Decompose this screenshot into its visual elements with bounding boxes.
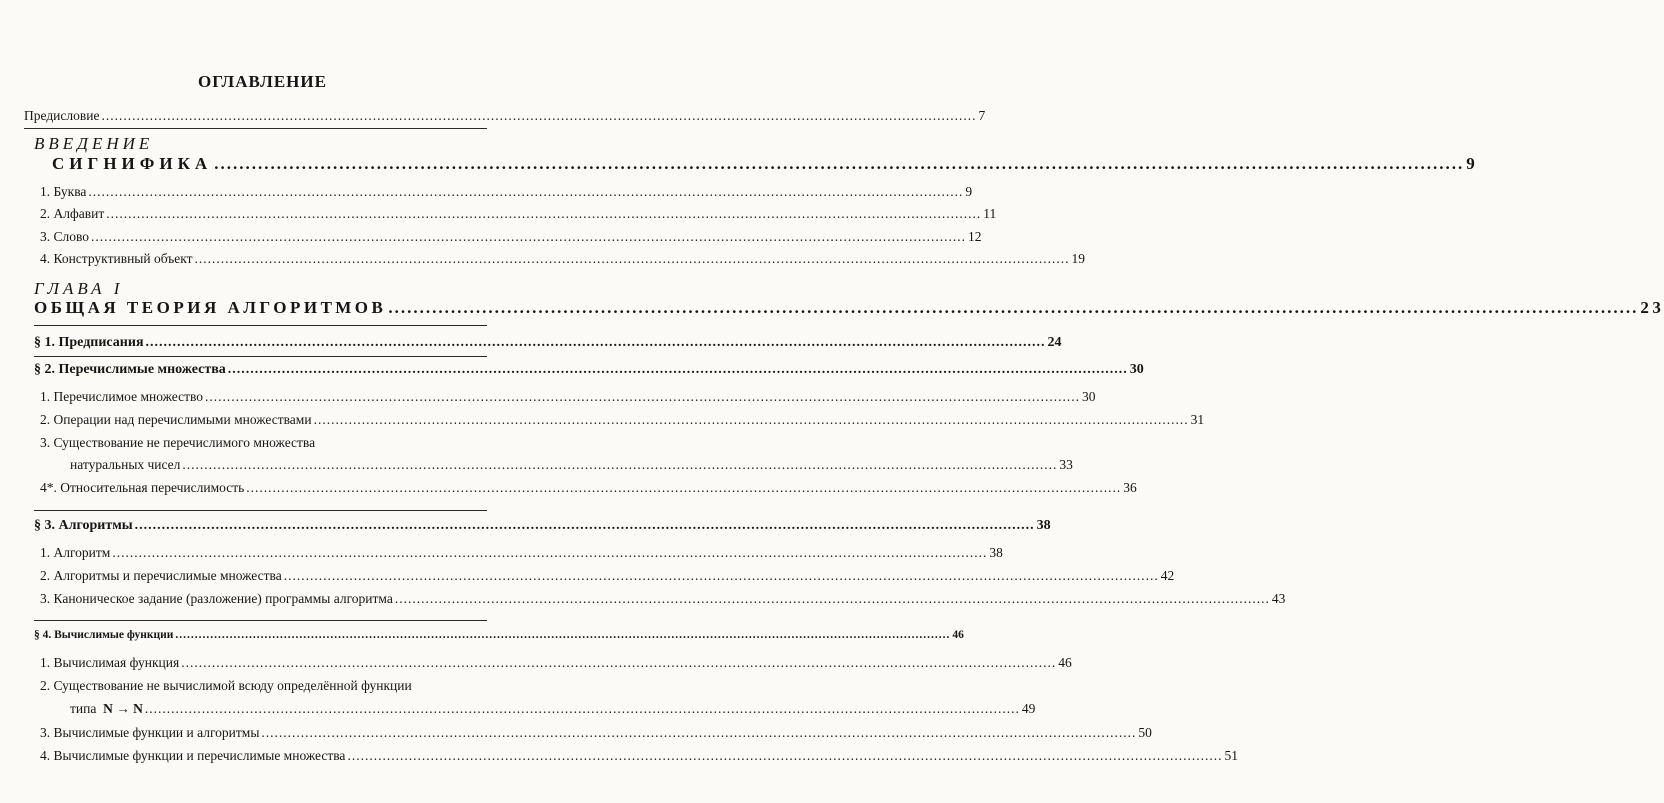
- toc-leader-dots: ........................................................................................................................................................................................................: [214, 154, 1465, 173]
- toc-entry-page: 24: [1047, 335, 1062, 350]
- toc-entry[interactable]: [40, 389, 1096, 405]
- toc-entry-page: 46: [1058, 655, 1072, 670]
- toc-entry-page: 31: [1190, 412, 1205, 427]
- toc-leader-dots: ........................................................................................................................................................................................................: [101, 108, 977, 123]
- toc-section[interactable]: [34, 362, 1144, 378]
- toc-entry[interactable]: [40, 748, 1238, 764]
- toc-leader-dots: ........................................................................................................................................................................................................: [175, 629, 951, 641]
- toc-leader-dots: ........................................................................................................................................................................................................: [205, 389, 1081, 404]
- toc-title: ОГЛАВЛЕНИЕ: [198, 72, 327, 91]
- toc-entry[interactable]: [70, 457, 1073, 473]
- toc-section[interactable]: [34, 518, 1051, 534]
- toc-entry[interactable]: [40, 480, 1137, 496]
- toc-entry-page: 51: [1224, 748, 1238, 763]
- toc-entry[interactable]: [40, 545, 1003, 561]
- toc-leader-dots: ........................................................................................................................................................................................................: [88, 184, 964, 199]
- toc-entry-page: 46: [952, 629, 964, 641]
- divider: [34, 510, 487, 511]
- toc-entry[interactable]: [40, 229, 982, 245]
- toc-leader-dots: ........................................................................................................................................................................................................: [394, 591, 1270, 606]
- divider: [34, 356, 487, 357]
- toc-entry-intro[interactable]: [52, 154, 1480, 174]
- toc-entry-title: § 4. Вычислимые функции: [34, 629, 174, 641]
- toc-section[interactable]: [34, 629, 964, 641]
- toc-entry[interactable]: [40, 412, 1205, 428]
- toc-entry-title: § 2. Перечислимые множества: [34, 362, 226, 377]
- toc-leader-dots: ........................................................................................................................................................................................................: [112, 545, 988, 560]
- toc-entry-title: 2. Алгоритмы и перечислимые множества: [40, 568, 282, 583]
- toc-entry-title: 2. Операции над перечислимыми множествами: [40, 412, 312, 427]
- toc-entry-title: 3. Вычислимые функции и алгоритмы: [40, 725, 260, 740]
- divider: [34, 325, 487, 326]
- divider: [34, 620, 487, 621]
- toc-entry-title: 3. Слово: [40, 229, 90, 244]
- toc-entry-title: 2. Существование не вычислимой всюду определённой функции: [40, 678, 412, 693]
- toc-entry-title: 1. Буква: [40, 184, 87, 199]
- toc-leader-dots: ........................................................................................................................................................................................................: [182, 457, 1058, 472]
- toc-leader-dots: ........................................................................................................................................................................................................: [246, 480, 1122, 495]
- toc-entry-title: § 3. Алгоритмы: [34, 518, 133, 533]
- toc-entry-title: 2. Алфавит: [40, 206, 105, 221]
- math-expression: N → N: [103, 701, 143, 716]
- toc-entry-page: 12: [968, 229, 982, 244]
- toc-entry-page: 19: [1071, 251, 1085, 266]
- toc-entry-page: 30: [1082, 389, 1096, 404]
- toc-entry-title: Предисловие: [24, 108, 100, 123]
- toc-leader-dots: ........................................................................................................................................................................................................: [388, 298, 1639, 317]
- toc-entry-title-continued: [70, 701, 143, 717]
- toc-entry-title-continued: натуральных чисел: [70, 457, 181, 472]
- toc-entry-page: 11: [983, 206, 997, 221]
- toc-entry-page: 30: [1129, 362, 1144, 377]
- toc-entry-preface[interactable]: [24, 108, 986, 124]
- toc-leader-dots: ........................................................................................................................................................................................................: [261, 725, 1137, 740]
- toc-entry-page: 50: [1138, 725, 1152, 740]
- toc-leader-dots: ........................................................................................................................................................................................................: [313, 412, 1189, 427]
- toc-leader-dots: ........................................................................................................................................................................................................: [134, 518, 1035, 533]
- toc-entry-page: 43: [1271, 591, 1286, 606]
- toc-entry-title: ОБЩАЯ ТЕОРИЯ АЛГОРИТМОВ: [34, 298, 387, 317]
- toc-entry-page: 23: [1640, 298, 1664, 317]
- toc-section[interactable]: [34, 335, 1062, 351]
- part-label-intro: ВВЕДЕНИЕ: [34, 134, 154, 153]
- toc-entry-title: 1. Перечислимое множество: [40, 389, 204, 404]
- toc-entry-page: 36: [1123, 480, 1137, 495]
- toc-leader-dots: ........................................................................................................................................................................................................: [227, 362, 1128, 377]
- toc-entry-page: 9: [1466, 154, 1480, 173]
- toc-leader-dots: ........................................................................................................................................................................................................: [145, 335, 1046, 350]
- type-word: типа: [70, 701, 97, 716]
- toc-leader-dots: ........................................................................................................................................................................................................: [283, 568, 1159, 583]
- toc-entry-page: 38: [1036, 518, 1051, 533]
- toc-entry-page: 33: [1059, 457, 1073, 472]
- toc-entry-title: 4*. Относительная перечислимость: [40, 480, 245, 495]
- toc-leader-dots: ........................................................................................................................................................................................................: [144, 701, 1020, 716]
- toc-entry-page: 42: [1160, 568, 1175, 583]
- toc-leader-dots: ........................................................................................................................................................................................................: [106, 206, 982, 221]
- toc-entry[interactable]: [40, 251, 1085, 267]
- toc-entry-title: 1. Вычислимая функция: [40, 655, 180, 670]
- toc-entry-title: 4. Конструктивный объект: [40, 251, 193, 266]
- toc-entry-title: 3. Существование не перечислимого множества: [40, 435, 316, 450]
- toc-entry[interactable]: [70, 701, 1036, 717]
- toc-entry[interactable]: [40, 591, 1286, 607]
- toc-entry-title: 4. Вычислимые функции и перечислимые множества: [40, 748, 346, 763]
- toc-entry[interactable]: [40, 184, 973, 200]
- toc-leader-dots: ........................................................................................................................................................................................................: [91, 229, 967, 244]
- toc-entry-page: 49: [1021, 701, 1036, 716]
- toc-leader-dots: ........................................................................................................................................................................................................: [194, 251, 1070, 266]
- divider: [24, 128, 487, 129]
- toc-entry-title: СИГНИФИКА: [52, 154, 213, 173]
- toc-entry[interactable]: [40, 206, 997, 222]
- toc-entry[interactable]: [40, 725, 1152, 741]
- toc-entry[interactable]: [40, 655, 1072, 671]
- toc-entry-page: 38: [989, 545, 1003, 560]
- toc-leader-dots: ........................................................................................................................................................................................................: [347, 748, 1223, 763]
- toc-entry-title: 3. Каноническое задание (разложение) программы алгоритма: [40, 591, 393, 606]
- toc-entry-page: 9: [965, 184, 973, 199]
- toc-entry-title: § 1. Предписания: [34, 335, 144, 350]
- toc-entry-chapter[interactable]: [34, 298, 1664, 318]
- toc-entry-page: 7: [978, 108, 986, 123]
- toc-entry[interactable]: [40, 568, 1175, 584]
- toc-leader-dots: ........................................................................................................................................................................................................: [181, 655, 1057, 670]
- part-label-chapter: ГЛАВА I: [34, 279, 124, 298]
- toc-entry-title: 1. Алгоритм: [40, 545, 111, 560]
